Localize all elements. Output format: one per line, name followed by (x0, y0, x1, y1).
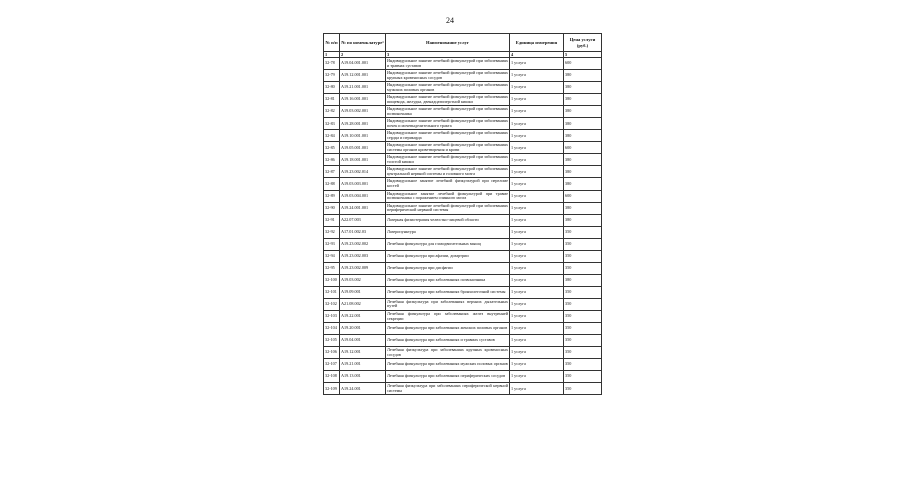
table-row (324, 82, 602, 94)
table-row (324, 250, 602, 262)
service-price: 600 (564, 58, 602, 70)
table-row (324, 310, 602, 322)
service-name: Лечебная физкультура при заболеваниях периферической нервной системы (386, 383, 510, 395)
unit-of-measure: 1 услуга (510, 262, 564, 274)
table-row (324, 94, 602, 106)
unit-of-measure: 1 услуга (510, 238, 564, 250)
header-cell: Единица измерения (510, 34, 564, 52)
table-row (324, 58, 602, 70)
unit-of-measure: 1 услуга (510, 274, 564, 286)
service-price: 600 (564, 142, 602, 154)
service-price: 380 (564, 178, 602, 190)
unit-of-measure: 1 услуга (510, 190, 564, 202)
unit-of-measure: 1 услуга (510, 154, 564, 166)
service-name: Лечебная физкультура при афазии, дизартрии (386, 250, 510, 262)
unit-of-measure: 1 услуга (510, 286, 564, 298)
row-number: 32-84 (324, 130, 340, 142)
table-row (324, 118, 602, 130)
table-row (324, 274, 602, 286)
service-price: 350 (564, 335, 602, 347)
service-name: Индивидуальное занятие лечебной физкультурой при заболеваниях мужских половых органов (386, 82, 510, 94)
table-row (324, 214, 602, 226)
service-name: Лечебная физкультура при заболеваниях позвоночника (386, 274, 510, 286)
nomenclature-code: A19.03.004.001 (340, 190, 386, 202)
nomenclature-code: A19.03.002.001 (340, 106, 386, 118)
unit-of-measure: 1 услуга (510, 347, 564, 359)
column-number: 5 (564, 52, 602, 58)
service-price: 350 (564, 238, 602, 250)
header-row (324, 34, 602, 52)
unit-of-measure: 1 услуга (510, 298, 564, 310)
table-row (324, 178, 602, 190)
unit-of-measure: 1 услуга (510, 202, 564, 214)
service-name: Индивидуальное занятие лечебной физкультурой при заболеваниях почек и мочевыделительного тракта (386, 118, 510, 130)
service-price: 350 (564, 383, 602, 395)
service-name: Лечебная физкультура при заболеваниях и травмах суставов (386, 335, 510, 347)
table-row (324, 335, 602, 347)
service-price: 380 (564, 214, 602, 226)
service-name: Индивидуальное занятие лечебной физкультурой при травме позвоночника с поражением спинного мозга (386, 190, 510, 202)
nomenclature-code: A19.24.001.001 (340, 202, 386, 214)
row-number: 32-86 (324, 154, 340, 166)
unit-of-measure: 1 услуга (510, 226, 564, 238)
nomenclature-code: A19.03.002 (340, 274, 386, 286)
service-price: 350 (564, 371, 602, 383)
nomenclature-code: A19.21.001.001 (340, 82, 386, 94)
service-price: 350 (564, 347, 602, 359)
row-number: 32-101 (324, 286, 340, 298)
table-row (324, 226, 602, 238)
row-number: 32-89 (324, 190, 340, 202)
table-row (324, 70, 602, 82)
service-price: 380 (564, 130, 602, 142)
row-number: 32-85 (324, 142, 340, 154)
unit-of-measure: 1 услуга (510, 383, 564, 395)
unit-of-measure: 1 услуга (510, 82, 564, 94)
row-number: 32-87 (324, 166, 340, 178)
nomenclature-code: A19.16.001.001 (340, 94, 386, 106)
table-row (324, 130, 602, 142)
service-price: 380 (564, 118, 602, 130)
service-price: 380 (564, 274, 602, 286)
row-number: 32-107 (324, 359, 340, 371)
service-price: 350 (564, 310, 602, 322)
service-name: Индивидуальное занятие лечебной физкультурой при заболеваниях центральной нервной системы и головного мозга (386, 166, 510, 178)
unit-of-measure: 1 услуга (510, 106, 564, 118)
table-row (324, 238, 602, 250)
row-number: 32-82 (324, 106, 340, 118)
service-price: 380 (564, 82, 602, 94)
unit-of-measure: 1 услуга (510, 359, 564, 371)
unit-of-measure: 1 услуга (510, 335, 564, 347)
table-row (324, 298, 602, 310)
table-row (324, 371, 602, 383)
service-price: 350 (564, 298, 602, 310)
service-name: Индивидуальное занятие лечебной физкультурой при заболеваниях системы органов кроветворения и крови (386, 142, 510, 154)
service-name: Лазеропунктура (386, 226, 510, 238)
service-price: 380 (564, 154, 602, 166)
nomenclature-code: A19.23.002.002 (340, 238, 386, 250)
service-name: Лечебная физкультура для глазодвигательных мышц (386, 238, 510, 250)
service-name: Лечебная физкультура при заболеваниях периферических сосудов (386, 371, 510, 383)
service-name: Лечебная физкультура при заболеваниях мужских половых органов (386, 359, 510, 371)
row-number: 32-79 (324, 70, 340, 82)
service-price: 380 (564, 166, 602, 178)
nomenclature-code: A19.22.001 (340, 310, 386, 322)
nomenclature-code: A19.23.002.014 (340, 166, 386, 178)
table-row (324, 106, 602, 118)
nomenclature-code: A19.20.001 (340, 323, 386, 335)
nomenclature-code: A19.23.002.009 (340, 262, 386, 274)
row-number: 32-100 (324, 274, 340, 286)
unit-of-measure: 1 услуга (510, 142, 564, 154)
nomenclature-code: A19.12.001 (340, 347, 386, 359)
row-number: 32-106 (324, 347, 340, 359)
unit-of-measure: 1 услуга (510, 94, 564, 106)
service-name: Лечебная физкультура при заболеваниях бронхолегочной системы (386, 286, 510, 298)
service-price: 380 (564, 106, 602, 118)
unit-of-measure: 1 услуга (510, 371, 564, 383)
nomenclature-code: A22.07.003 (340, 214, 386, 226)
service-price: 350 (564, 323, 602, 335)
row-number: 32-93 (324, 238, 340, 250)
row-number: 32-80 (324, 82, 340, 94)
row-number: 32-102 (324, 298, 340, 310)
unit-of-measure: 1 услуга (510, 250, 564, 262)
nomenclature-code: A19.23.002.003 (340, 250, 386, 262)
service-name: Индивидуальное занятие лечебной физкультурой при заболеваниях позвоночника (386, 106, 510, 118)
table-row (324, 142, 602, 154)
row-number: 32-78 (324, 58, 340, 70)
service-name: Индивидуальное занятие лечебной физкультурой при заболеваниях толстой кишки (386, 154, 510, 166)
service-name: Индивидуальное занятие лечебной физкультурой при заболеваниях крупных кровеносных сосудов (386, 70, 510, 82)
header-cell: Цена услуги (руб.) (564, 34, 602, 52)
service-price: 380 (564, 70, 602, 82)
table-body (324, 58, 602, 395)
nomenclature-code: A19.24.001 (340, 383, 386, 395)
table-row (324, 190, 602, 202)
row-number: 32-104 (324, 323, 340, 335)
service-price: 350 (564, 286, 602, 298)
column-number: 1 (324, 52, 340, 58)
unit-of-measure: 1 услуга (510, 323, 564, 335)
row-number: 32-91 (324, 214, 340, 226)
row-number: 32-92 (324, 226, 340, 238)
column-number: 4 (510, 52, 564, 58)
table-row (324, 286, 602, 298)
unit-of-measure: 1 услуга (510, 166, 564, 178)
nomenclature-code: A19.21.001 (340, 359, 386, 371)
nomenclature-code: A19.10.001.001 (340, 130, 386, 142)
service-name: Индивидуальное занятие лечебной физкультурой при заболеваниях сердца и перикарда (386, 130, 510, 142)
service-name: Лечебная физкультура при заболеваниях желез внутренней секреции (386, 310, 510, 322)
nomenclature-code: A19.04.001.001 (340, 58, 386, 70)
table-row (324, 262, 602, 274)
nomenclature-code: A19.05.001.001 (340, 142, 386, 154)
nomenclature-code: A19.09.001 (340, 286, 386, 298)
service-name: Лечебная физкультура при дисфагии (386, 262, 510, 274)
nomenclature-code: A17.01.002.03 (340, 226, 386, 238)
service-price: 350 (564, 359, 602, 371)
unit-of-measure: 1 услуга (510, 178, 564, 190)
service-name: Лазерная физиотерапия челюстно-лицевой области (386, 214, 510, 226)
column-number: 3 (386, 52, 510, 58)
price-table (323, 33, 602, 395)
service-price: 350 (564, 262, 602, 274)
row-number: 32-81 (324, 94, 340, 106)
service-name: Индивидуальное занятие лечебной физкультурой при переломе костей (386, 178, 510, 190)
service-name: Индивидуальное занятие лечебной физкультурой при заболеваниях пищевода, желудка, двенадцатиперстной кишки (386, 94, 510, 106)
row-number: 32-94 (324, 250, 340, 262)
nomenclature-code: A19.13.001 (340, 371, 386, 383)
nomenclature-code: A19.18.001.001 (340, 154, 386, 166)
service-price: 350 (564, 226, 602, 238)
service-name: Индивидуальное занятие лечебной физкультурой при заболеваниях периферической нервной системы (386, 202, 510, 214)
nomenclature-code: A19.03.003.001 (340, 178, 386, 190)
header-cell: № п/п (324, 34, 340, 52)
service-name: Индивидуальное занятие лечебной физкультурой при заболеваниях и травмах суставов (386, 58, 510, 70)
service-price: 600 (564, 190, 602, 202)
nomenclature-code: A19.12.001.001 (340, 70, 386, 82)
nomenclature-code: A19.28.001.001 (340, 118, 386, 130)
unit-of-measure: 1 услуга (510, 70, 564, 82)
service-price: 380 (564, 94, 602, 106)
table-row (324, 347, 602, 359)
service-name: Лечебная физкультура при заболеваниях верхних дыхательных путей (386, 298, 510, 310)
header-cell: Наименование услуг (386, 34, 510, 52)
row-number: 32-109 (324, 383, 340, 395)
column-number: 2 (340, 52, 386, 58)
row-number: 32-103 (324, 310, 340, 322)
unit-of-measure: 1 услуга (510, 310, 564, 322)
table-row (324, 154, 602, 166)
table-row (324, 166, 602, 178)
nomenclature-code: A21.08.002 (340, 298, 386, 310)
table-row (324, 202, 602, 214)
service-name: Лечебная физкультура при заболеваниях крупных кровеносных сосудов (386, 347, 510, 359)
page-number: 24 (446, 16, 454, 25)
table-row (324, 383, 602, 395)
unit-of-measure: 1 услуга (510, 118, 564, 130)
nomenclature-code: A19.04.001 (340, 335, 386, 347)
header-cell: № по номенклатуре¹ (340, 34, 386, 52)
unit-of-measure: 1 услуга (510, 130, 564, 142)
table-row (324, 323, 602, 335)
row-number: 32-83 (324, 118, 340, 130)
table-row (324, 359, 602, 371)
service-price: 350 (564, 250, 602, 262)
unit-of-measure: 1 услуга (510, 214, 564, 226)
service-name: Лечебная физкультура при заболеваниях женских половых органов (386, 323, 510, 335)
row-number: 32-105 (324, 335, 340, 347)
row-number: 32-95 (324, 262, 340, 274)
service-price: 380 (564, 202, 602, 214)
row-number: 32-88 (324, 178, 340, 190)
row-number: 32-108 (324, 371, 340, 383)
unit-of-measure: 1 услуга (510, 58, 564, 70)
row-number: 32-90 (324, 202, 340, 214)
